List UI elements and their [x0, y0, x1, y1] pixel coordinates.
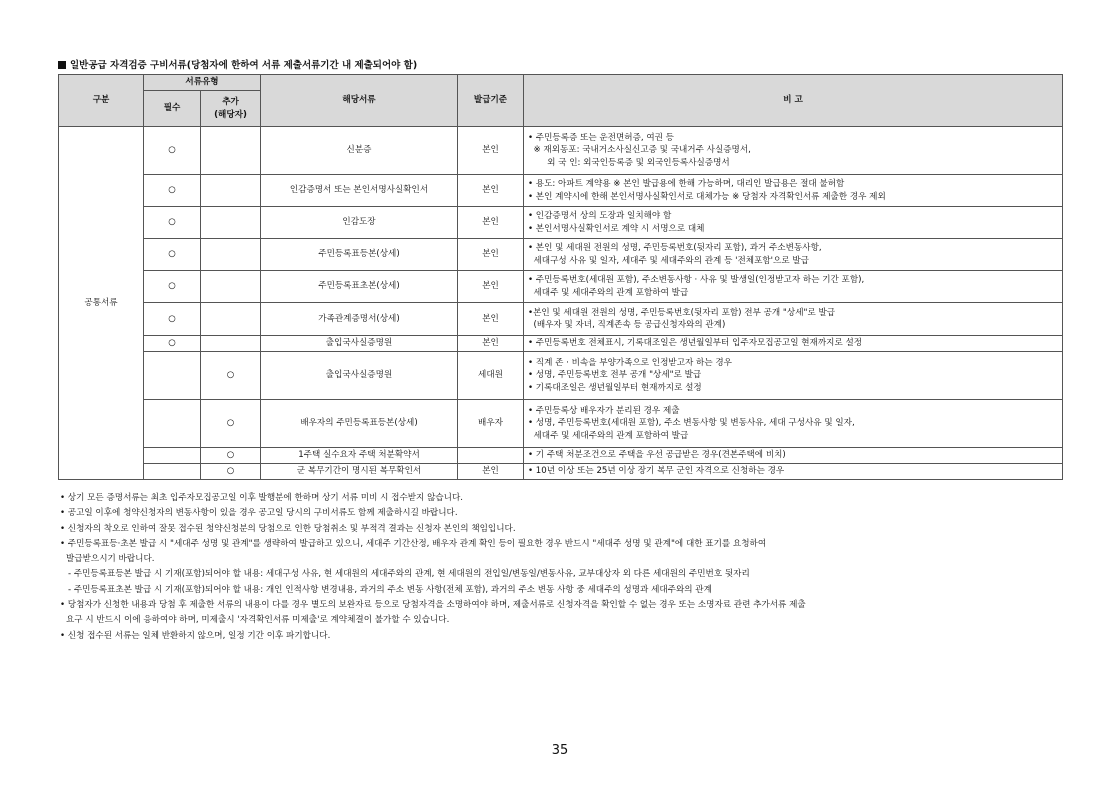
note-line: 발급받으시기 바랍니다.	[66, 554, 155, 565]
issuer: 본인	[458, 336, 524, 352]
remark-line: 세대주 및 세대주와의 관계 포함하여 발급	[528, 287, 689, 298]
required-mark: ○	[144, 207, 201, 239]
additional-mark: ○	[201, 352, 261, 400]
remark-line: • 주민등록상 배우자가 분리된 경우 제출	[528, 405, 680, 416]
note-line: • 당첨자가 신청한 내용과 당첨 후 제출한 서류의 내용이 다를 경우 별도의 보완자료 등으로 당첨자격을 소명하여야 하며, 제출서류로 신청자격을 확인할 수 없는 경우 또는 소명자료 관련 추가서류 제출	[60, 600, 806, 611]
note-line: • 공고일 이후에 청약신청자의 변동사항이 있을 경우 공고일 당시의 구비서류도 함께 제출하시길 바랍니다.	[60, 508, 458, 519]
remarks-cell	[524, 448, 1063, 464]
document-name: 인감증명서 또는 본인서명사실확인서	[261, 175, 458, 207]
required-mark: ○	[144, 271, 201, 303]
issuer: 본인	[458, 175, 524, 207]
table-row	[59, 127, 1063, 175]
issuer: 세대원	[458, 352, 524, 400]
section-title-text: 일반공급 자격검증 구비서류(당첨자에 한하여 서류 제출서류기간 내 제출되어야 함)	[70, 60, 418, 71]
remark-line: •본인 및 세대원 전원의 성명, 주민등록번호(뒷자리 포함) 전부 공개 "상세"로 발급	[528, 307, 836, 318]
issuer: 본인	[458, 239, 524, 271]
remark-line: • 기록대조일은 생년월일부터 현재까지로 설정	[528, 382, 702, 393]
table-row	[59, 175, 1063, 207]
remarks-cell	[524, 400, 1063, 448]
required-mark	[144, 464, 201, 480]
header-doc-type: 서류유형	[144, 75, 261, 91]
required-mark: ○	[144, 127, 201, 175]
remark-line: • 본인 및 세대원 전원의 성명, 주민등록번호(뒷자리 포함), 과거 주소변동사항,	[528, 243, 822, 253]
table-row	[59, 303, 1063, 336]
additional-mark	[201, 175, 261, 207]
required-mark	[144, 400, 201, 448]
table-row	[59, 271, 1063, 303]
remark-line: • 기 주택 처분조건으로 주택을 우선 공급받은 경우(견본주택에 비치)	[528, 450, 786, 461]
issuer: 배우자	[458, 400, 524, 448]
remark-line: • 본인 계약시에 한해 본인서명사실확인서로 대체가능 ※ 당첨자 자격확인서류 제출한 경우 제외	[528, 191, 886, 202]
note-line: 요구 시 반드시 이에 응하여야 하며, 미제출시 '자격확인서류 미제출'로 계약체결이 불가할 수 있습니다.	[66, 615, 450, 626]
document-name: 출입국사실증명원	[261, 336, 458, 352]
remark-line: 세대구성 사유 및 일자, 세대주 및 세대주와의 관계 등 '전체포함'으로 발급	[528, 255, 809, 266]
issuer: 본인	[458, 207, 524, 239]
remark-line: 외 국 인: 외국인등록증 및 외국인등록사실증명서	[528, 157, 730, 168]
required-mark	[144, 448, 201, 464]
remark-line: • 주민등록증 또는 운전면허증, 여권 등	[528, 132, 674, 143]
remarks-cell	[524, 352, 1063, 400]
additional-mark	[201, 127, 261, 175]
additional-mark	[201, 271, 261, 303]
document-name: 1주택 실수요자 주택 처분확약서	[261, 448, 458, 464]
document-name: 주민등록표등본(상세)	[261, 239, 458, 271]
note-line: • 신청자의 착오로 인하여 잘못 접수된 청약신청분의 당첨으로 인한 당첨취소 및 부적격 결과는 신청자 본인의 책임입니다.	[60, 523, 516, 534]
remarks-cell	[524, 336, 1063, 352]
section-title	[58, 57, 417, 71]
remark-line: 세대주 및 세대주와의 관계 포함하여 발급	[528, 430, 689, 441]
table-row	[59, 207, 1063, 239]
note-line: - 주민등록표등본 발급 시 기재(포함)되어야 할 내용: 세대구성 사유, 현 세대원의 세대주와의 관계, 현 세대원의 전입일/변동일/변동사유, 교부대상자 외 다른 세대원의 주민번호 뒷자리	[68, 569, 750, 580]
required-mark: ○	[144, 336, 201, 352]
table-row	[59, 448, 1063, 464]
additional-mark: ○	[201, 464, 261, 480]
header-document: 해당서류	[261, 75, 458, 127]
issuer: 본인	[458, 303, 524, 336]
issuer	[458, 448, 524, 464]
remark-line: • 직계 존 · 비속을 부양가족으로 인정받고자 하는 경우	[528, 357, 732, 368]
page-number: 35	[551, 743, 569, 758]
remark-line: • 주민등록번호(세대원 포함), 주소변동사항 · 사유 및 발생일(인정받고자 하는 기간 포함),	[528, 275, 865, 285]
required-mark: ○	[144, 303, 201, 336]
additional-mark	[201, 336, 261, 352]
additional-mark	[201, 207, 261, 239]
header-issuer: 발급기준	[458, 75, 524, 127]
group-label: 공통서류	[59, 127, 144, 480]
issuer: 본인	[458, 464, 524, 480]
additional-mark: ○	[201, 400, 261, 448]
remarks-cell	[524, 271, 1063, 303]
issuer: 본인	[458, 127, 524, 175]
required-mark	[144, 352, 201, 400]
header-remarks: 비 고	[524, 75, 1063, 127]
document-name: 배우자의 주민등록표등본(상세)	[261, 400, 458, 448]
table-row	[59, 464, 1063, 480]
table-row	[59, 352, 1063, 400]
document-name: 가족관계증명서(상세)	[261, 303, 458, 336]
table-row	[59, 400, 1063, 448]
documents-table	[58, 74, 1063, 480]
remarks-cell	[524, 239, 1063, 271]
note-line: • 주민등록표등·초본 발급 시 "세대주 성명 및 관계"를 생략하여 발급하고 있으니, 세대주 기간산정, 배우자 관계 확인 등이 필요한 경우 반드시 "세대주 성명 및 관계"에 대한 표기를 요청하여	[60, 538, 767, 549]
remarks-cell	[524, 464, 1063, 480]
required-mark: ○	[144, 239, 201, 271]
notes-section	[60, 491, 1065, 644]
document-name: 주민등록표초본(상세)	[261, 271, 458, 303]
remark-line: • 성명, 주민등록번호 전부 공개 "상세"로 발급	[528, 370, 702, 381]
remarks-cell	[524, 175, 1063, 207]
remarks-cell	[524, 207, 1063, 239]
note-line: • 신청 접수된 서류는 일체 반환하지 않으며, 일정 기간 이후 파기합니다.	[60, 630, 331, 641]
remark-line: ※ 재외동포: 국내거소사실신고증 및 국내거주 사실증명서,	[528, 145, 751, 156]
remark-line: • 본인서명사실확인서로 계약 시 서명으로 대체	[528, 223, 705, 234]
additional-mark	[201, 239, 261, 271]
issuer: 본인	[458, 271, 524, 303]
table-row	[59, 239, 1063, 271]
remarks-cell	[524, 127, 1063, 175]
remark-line: • 주민등록번호 전체표시, 기록대조일은 생년월일부터 입주자모집공고일 현재까지로 설정	[528, 338, 863, 349]
header-required: 필수	[144, 91, 201, 127]
remark-line: • 10년 이상 또는 25년 이상 장기 복무 군인 자격으로 신청하는 경우	[528, 466, 785, 477]
note-line: - 주민등록표초본 발급 시 기재(포함)되어야 할 내용: 개인 인적사항 변경내용, 과거의 주소 변동 사항(전체 포함), 과거의 주소 변동 사항 중 세대주의 성명과 세대주와의 관계	[68, 584, 712, 595]
remark-line: (배우자 및 자녀, 직계존속 등 공급신청자와의 관계)	[528, 320, 726, 330]
remark-line: • 인감증명서 상의 도장과 일치해야 함	[528, 211, 672, 221]
additional-mark	[201, 303, 261, 336]
document-name: 신분증	[261, 127, 458, 175]
document-name: 인감도장	[261, 207, 458, 239]
black-square-icon	[58, 61, 66, 69]
document-name: 출입국사실증명원	[261, 352, 458, 400]
remark-line: • 성명, 주민등록번호(세대원 포함), 주소 변동사항 및 변동사유, 세대 구성사유 및 일자,	[528, 418, 855, 429]
header-category: 구분	[59, 75, 144, 127]
required-mark: ○	[144, 175, 201, 207]
remarks-cell	[524, 303, 1063, 336]
remark-line: • 용도: 아파트 계약용 ※ 본인 발급용에 한해 가능하며, 대리인 발급용은 절대 불허함	[528, 179, 845, 189]
additional-mark: ○	[201, 448, 261, 464]
header-additional: 추가 (해당자)	[201, 91, 261, 127]
note-line: • 상기 모든 증명서류는 최초 입주자모집공고일 이후 발행분에 한하며 상기 서류 미비 시 접수받지 않습니다.	[60, 493, 464, 503]
table-row	[59, 336, 1063, 352]
document-name: 군 복무기간이 명시된 복무확인서	[261, 464, 458, 480]
